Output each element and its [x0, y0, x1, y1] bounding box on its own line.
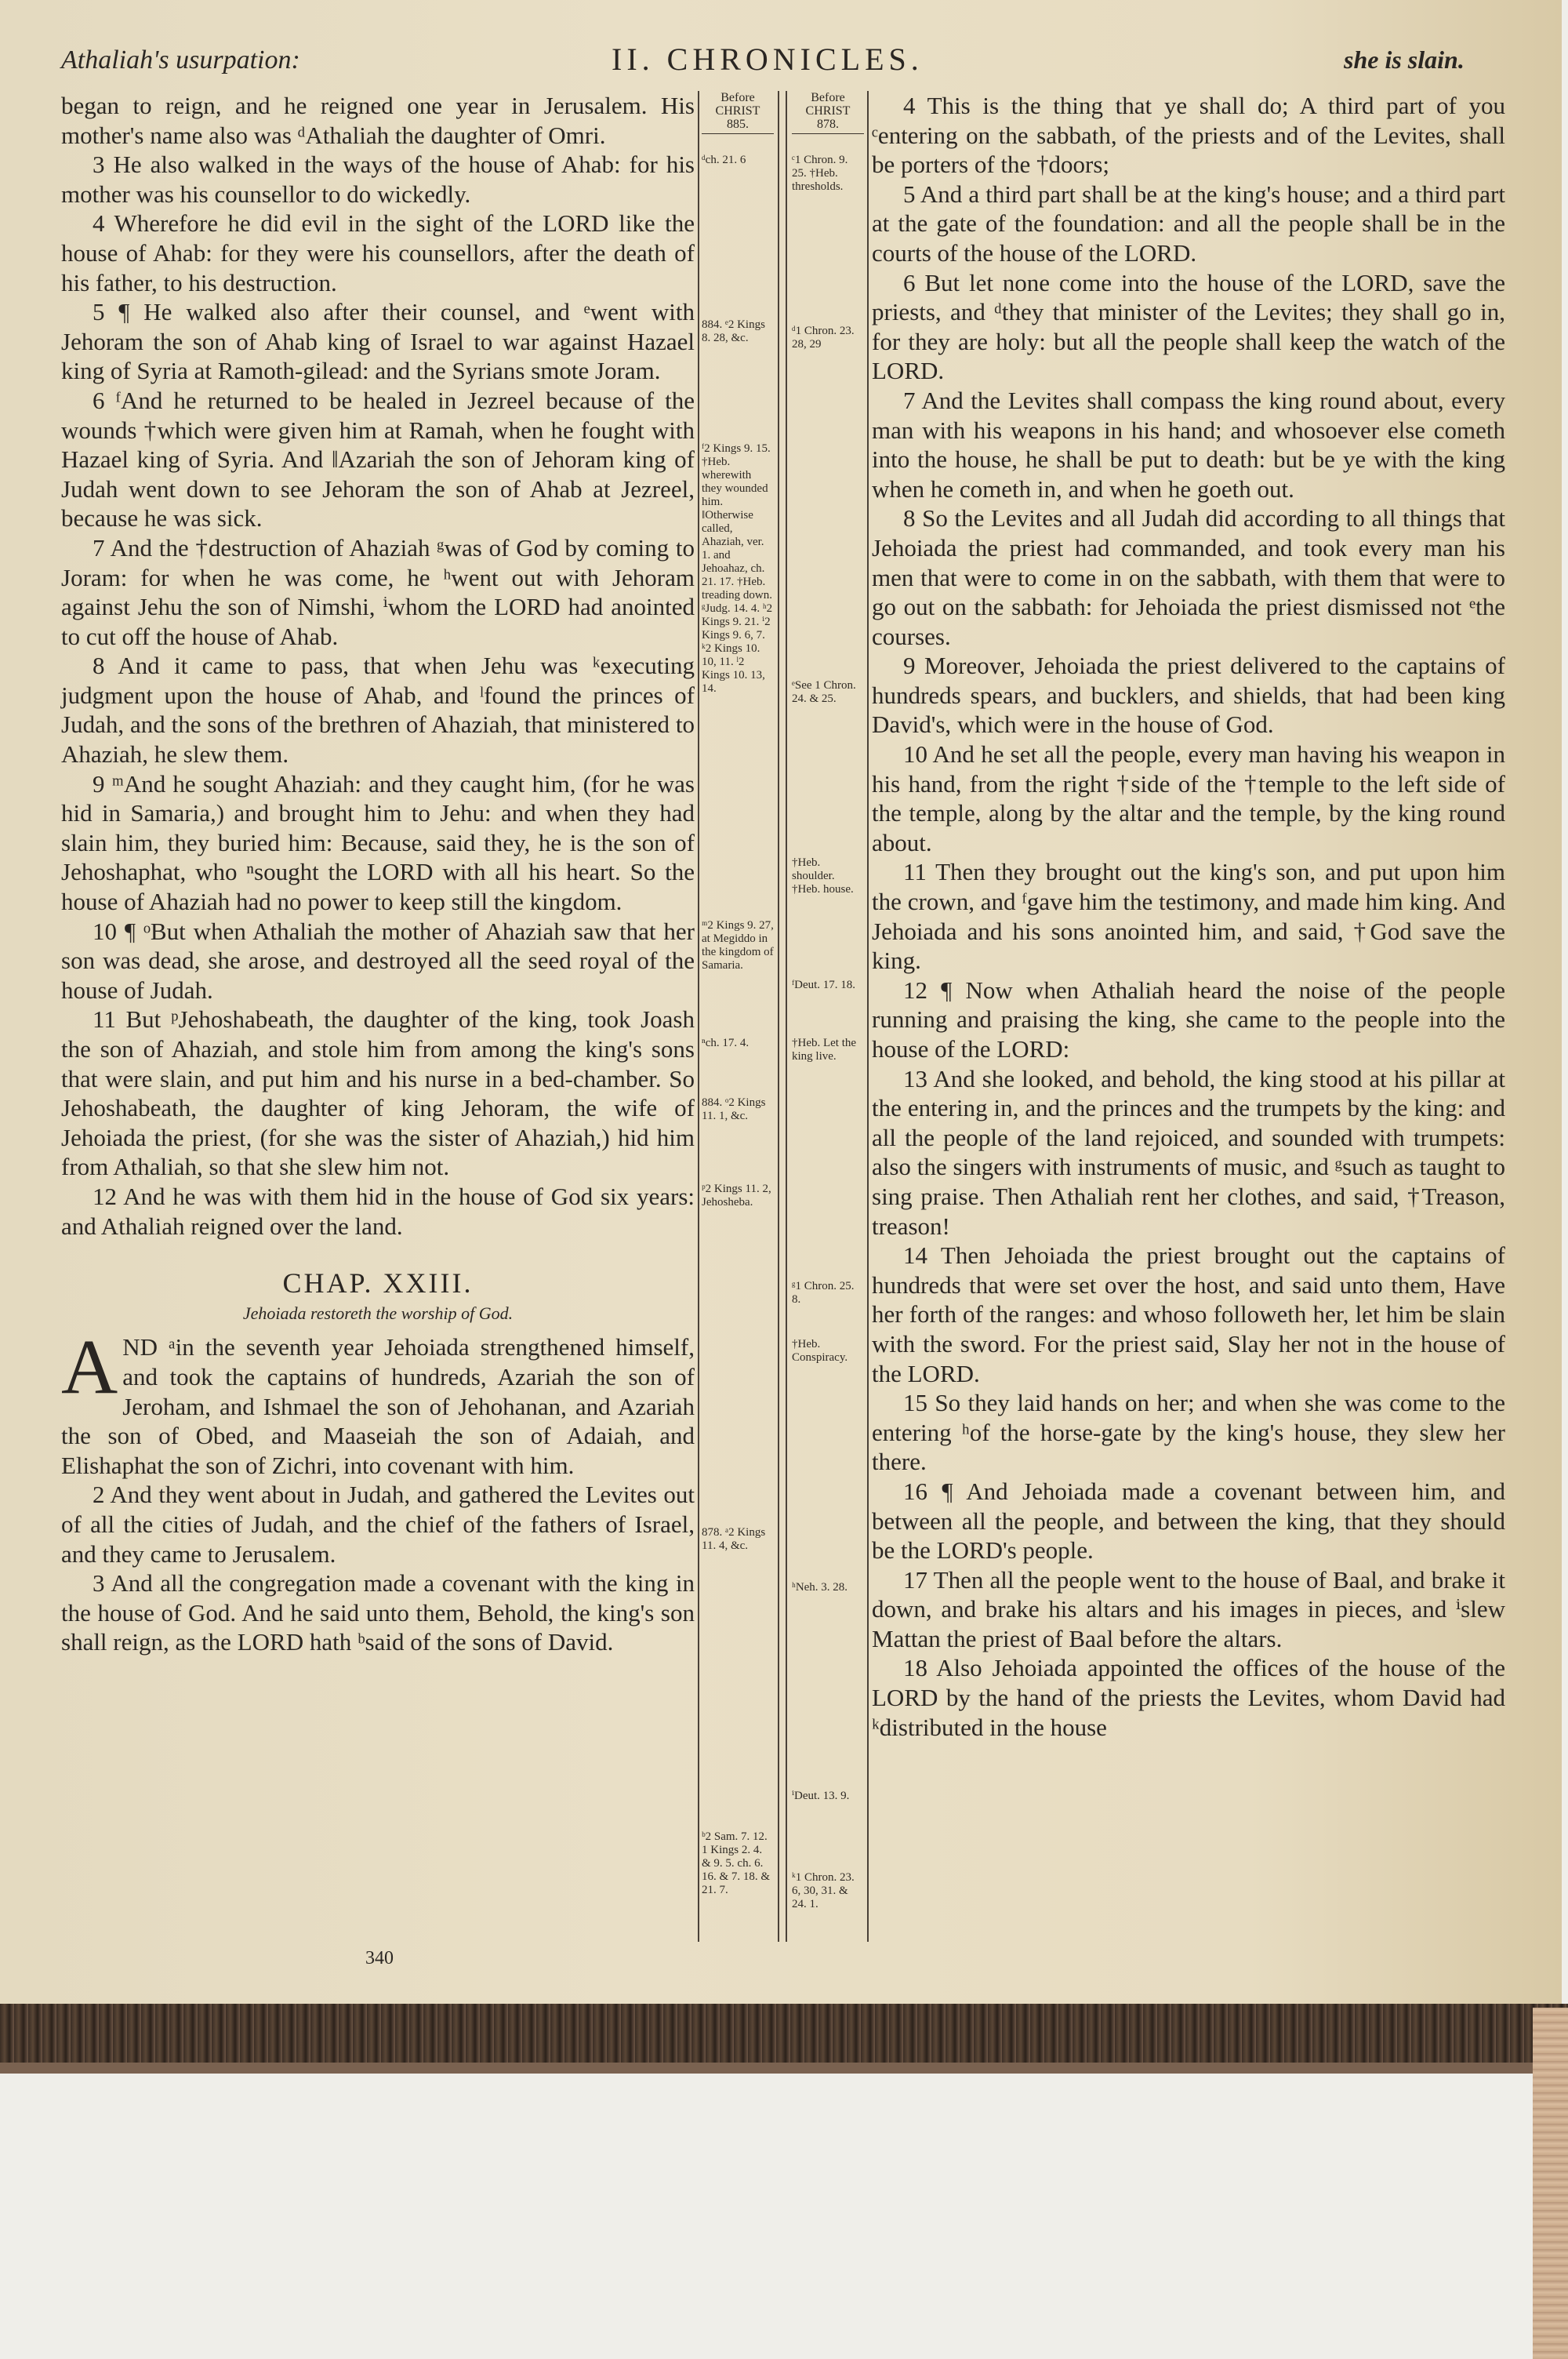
verse: 14 Then Jehoiada the priest brought out the captains of hundreds that were set over the host, and said unto them, Have her forth of the ranges: and whoso followeth her, let him be slain with the sword. For the priest said, Slay her not in the house of the LORD.	[872, 1241, 1505, 1387]
verse: 4 This is the thing that ye shall do; A third part of you ᶜentering on the sabbath, of the priests and of the Levites, shall be porters of the †doors;	[872, 92, 1505, 179]
column-rule	[778, 91, 779, 1942]
verse: 12 ¶ Now when Athaliah heard the noise of the people running and praising the king, she came to the people into the house of the LORD:	[872, 976, 1505, 1063]
margin-notes-left	[702, 91, 774, 1896]
verse: 5 And a third part shall be at the king's house; and a third part at the gate of the foundation: and all the people shall be in the courts of the house of the LORD.	[872, 180, 1505, 267]
header-left: Athaliah's usurpation:	[61, 45, 300, 75]
verse: 7 And the †destruction of Ahaziah ᵍwas of God by coming to Joram: for when he was come, he ʰwent out with Jehoram against Jehu the son of Nimshi, ⁱwhom the LORD had anointed to cut off the house of Ahab.	[61, 533, 695, 650]
margin-note: ᵍ1 Chron. 25. 8.	[792, 1280, 855, 1306]
left-text-column	[61, 91, 695, 1657]
verse: 7 And the Levites shall compass the king round about, every man with his weapons in his hand; and whosoever else cometh into the house, he shall be put to death: but be ye with the king when he cometh in, and when he goeth out.	[872, 386, 1505, 503]
column-rule	[867, 91, 869, 1942]
verse: 16 ¶ And Jehoiada made a covenant between him, and between all the people, and between the king, that they should be the LORD's people.	[872, 1477, 1505, 1565]
verse: 8 And it came to pass, that when Jehu was ᵏexecuting judgment upon the house of Ahab, and ˡfound the princes of Judah, and the sons of the brethren of Ahaziah, that ministered to Ahaziah, he slew them.	[61, 652, 695, 769]
margin-note: ʰNeh. 3. 28.	[792, 1581, 848, 1594]
verse: 6 But let none come into the house of the LORD, save the priests, and ᵈthey that minister of the Levites; they shall go in, for they are holy: but all the people shall keep the watch of the LORD.	[872, 268, 1505, 385]
verse: 3 And all the congregation made a covenant with the king in the house of God. And he said unto them, Behold, the king's son shall reign, as the LORD hath ᵇsaid of the sons of David.	[61, 1569, 695, 1656]
verse: 5 ¶ He walked also after their counsel, and ᵉwent with Jehoram the son of Ahab king of Israel to war against Hazael king of Syria at Ramoth-gilead: and the Syrians smote Joram.	[61, 298, 695, 385]
margin-header-year: 878.	[817, 118, 839, 131]
margin-header-before: Before	[720, 91, 755, 104]
book-binding	[0, 2004, 1568, 2063]
margin-note: †Heb. Let the king live.	[792, 1037, 857, 1063]
verse: 4 Wherefore he did evil in the sight of the LORD like the house of Ahab: for they were his counsellors, after the death of his father, to his destruction.	[61, 209, 695, 296]
margin-note: ⁿch. 17. 4.	[702, 1037, 750, 1049]
margin-note: ᵖ2 Kings 11. 2, Jehosheba.	[702, 1183, 771, 1209]
margin-note: ⁱDeut. 13. 9.	[792, 1790, 850, 1802]
margin-note: ᵐ2 Kings 9. 27, at Megiddo in the kingdom of Samaria.	[702, 919, 774, 972]
bookmark-ribbon	[1533, 2008, 1568, 2359]
margin-note: ᵈch. 21. 6	[702, 154, 746, 166]
margin-notes-right	[792, 91, 864, 1910]
margin-note: ᶠ2 Kings 9. 15. †Heb. wherewith they wounded him. ‖Otherwise called, Ahaziah, ver. 1. and Jehoahaz, ch. 21. 17. †Heb. treading down. ᵍJudg. 14. 4. ʰ2 Kings 9. 21. ⁱ2 Kings 9. 6, 7. ᵏ2 Kings 10. 10, 11. ˡ2 Kings 10. 13, 14.	[702, 442, 773, 695]
verse: 18 Also Jehoiada appointed the offices of the house of the LORD by the hand of the priests the Levites, whom David had ᵏdistributed in the house	[872, 1654, 1505, 1741]
verse: 6 ᶠAnd he returned to be healed in Jezreel because of the wounds †which were given him at Ramah, when he fought with Hazael king of Syria. And ‖Azariah the son of Jehoram king of Judah went down to see Jehoram the son of Ahab at Jezreel, because he was sick.	[61, 386, 695, 533]
margin-note: ᶜ1 Chron. 9. 25. †Heb. thresholds.	[792, 154, 848, 193]
margin-note: †Heb. shoulder. †Heb. house.	[792, 856, 854, 896]
verse: 15 So they laid hands on her; and when she was come to the entering ʰof the horse-gate by the king's house, they slew her there.	[872, 1389, 1505, 1476]
verse: 3 He also walked in the ways of the house of Ahab: for his mother was his counsellor to do wickedly.	[61, 151, 695, 208]
margin-header	[702, 91, 774, 134]
margin-header-before: Before	[811, 91, 845, 104]
chapter-title: CHAP. XXIII.	[282, 1267, 474, 1299]
margin-note: 884. ᵉ2 Kings 8. 28, &c.	[702, 318, 765, 344]
margin-note: 884. ᵒ2 Kings 11. 1, &c.	[702, 1096, 766, 1122]
first-verse-text: ND ᵃin the seventh year Jehoiada strengthened himself, and took the captains of hundreds, Azariah the son of Jeroham, and Ishmael the son of Jehohanan, and Azariah the son of Obed, and Maaseiah the son of Adaiah, and Elishaphat the son of Zichri, into covenant with him.	[61, 1333, 695, 1479]
verse: 2 And they went about in Judah, and gathered the Levites out of all the cities of Judah, and the chief of the fathers of Israel, and they came to Jerusalem.	[61, 1481, 695, 1568]
book-cover-edge	[0, 2063, 1537, 2074]
right-text-column	[872, 91, 1505, 1742]
margin-note: ᵈ1 Chron. 23. 28, 29	[792, 325, 855, 351]
margin-header	[792, 91, 864, 134]
margin-note: ᶠDeut. 17. 18.	[792, 979, 856, 991]
header-book-title: II. CHRONICLES.	[612, 42, 924, 77]
verse: 9 Moreover, Jehoiada the priest delivered to the captains of hundreds spears, and bucklers, and shields, that had been king David's, which were in the house of God.	[872, 652, 1505, 739]
margin-note: ᵉSee 1 Chron. 24. & 25.	[792, 679, 856, 705]
chapter-first-verse	[61, 1323, 695, 1480]
verse: 9 ᵐAnd he sought Ahaziah: and they caught him, (for he was hid in Samaria,) and brought him to Jehu: and when they had slain him, they buried him: Because, said they, he is the son of Jehoshaphat, who ⁿsought the LORD with all his heart. So the house of Ahaziah had no power to keep still the kingdom.	[61, 769, 695, 916]
verse: 10 And he set all the people, every man having his weapon in his hand, from the right †side of the †temple to the left side of the temple, along by the altar and the temple, by the king round about.	[872, 740, 1505, 856]
verse: 11 But ᵖJehoshabeath, the daughter of the king, took Joash the son of Ahaziah, and stole him from among the king's sons that were slain, and put him and his nurse in a bed-chamber. So Jehoshabeath, the daughter of king Jehoram, the wife of Jehoiada the priest, (for she was the sister of Ahaziah,) hid him from Athaliah, so that she slew him not.	[61, 1005, 695, 1181]
verse: 12 And he was with them hid in the house of God six years: and Athaliah reigned over the land.	[61, 1182, 695, 1240]
column-rule	[786, 91, 787, 1942]
verse: 13 And she looked, and behold, the king stood at his pillar at the entering in, and the princes and the trumpets by the king: and all the people of the land rejoiced, and sounded with trumpets: also the singers with instruments of music, and ᵍsuch as taught to sing praise. Then Athaliah rent her clothes, and said, †Treason, treason!	[872, 1064, 1505, 1240]
chapter-subtitle: Jehoiada restoreth the worship of God.	[242, 1303, 514, 1323]
verse: 17 Then all the people went to the house of Baal, and brake it down, and brake his altars and his images in pieces, and ⁱslew Mattan the priest of Baal before the altars.	[872, 1565, 1505, 1652]
page-number: 340	[365, 1948, 394, 1968]
margin-note: ᵏ1 Chron. 23. 6, 30, 31. & 24. 1.	[792, 1871, 855, 1910]
verse: began to reign, and he reigned one year in Jerusalem. His mother's name also was ᵈAthaliah the daughter of Omri.	[61, 92, 695, 149]
margin-header-year: 885.	[727, 118, 749, 131]
drop-cap: A	[61, 1323, 118, 1411]
margin-note: ᵇ2 Sam. 7. 12. 1 Kings 2. 4. & 9. 5. ch. 6. 16. & 7. 18. & 21. 7.	[702, 1830, 771, 1896]
verse: 8 So the Levites and all Judah did according to all things that Jehoiada the priest had commanded, and took every man his men that were to come in on the sabbath, with them that were to go out on the sabbath: for Jehoiada the priest dismissed not ᵉthe courses.	[872, 504, 1505, 650]
margin-header-christ: CHRIST	[715, 104, 760, 118]
margin-note: 878. ᵃ2 Kings 11. 4, &c.	[702, 1526, 766, 1552]
verse: 11 Then they brought out the king's son, and put upon him the crown, and ᶠgave him the testimony, and made him king. And Jehoiada and his sons anointed him, and said, †God save the king.	[872, 858, 1505, 975]
running-header	[0, 38, 1562, 77]
margin-header-christ: CHRIST	[805, 104, 851, 118]
header-right: she is slain.	[1344, 45, 1465, 74]
margin-note: †Heb. Conspiracy.	[792, 1338, 848, 1364]
column-rule	[698, 91, 699, 1942]
verse: 10 ¶ ᵒBut when Athaliah the mother of Ahaziah saw that her son was dead, she arose, and destroyed all the seed royal of the house of Judah.	[61, 917, 695, 1004]
